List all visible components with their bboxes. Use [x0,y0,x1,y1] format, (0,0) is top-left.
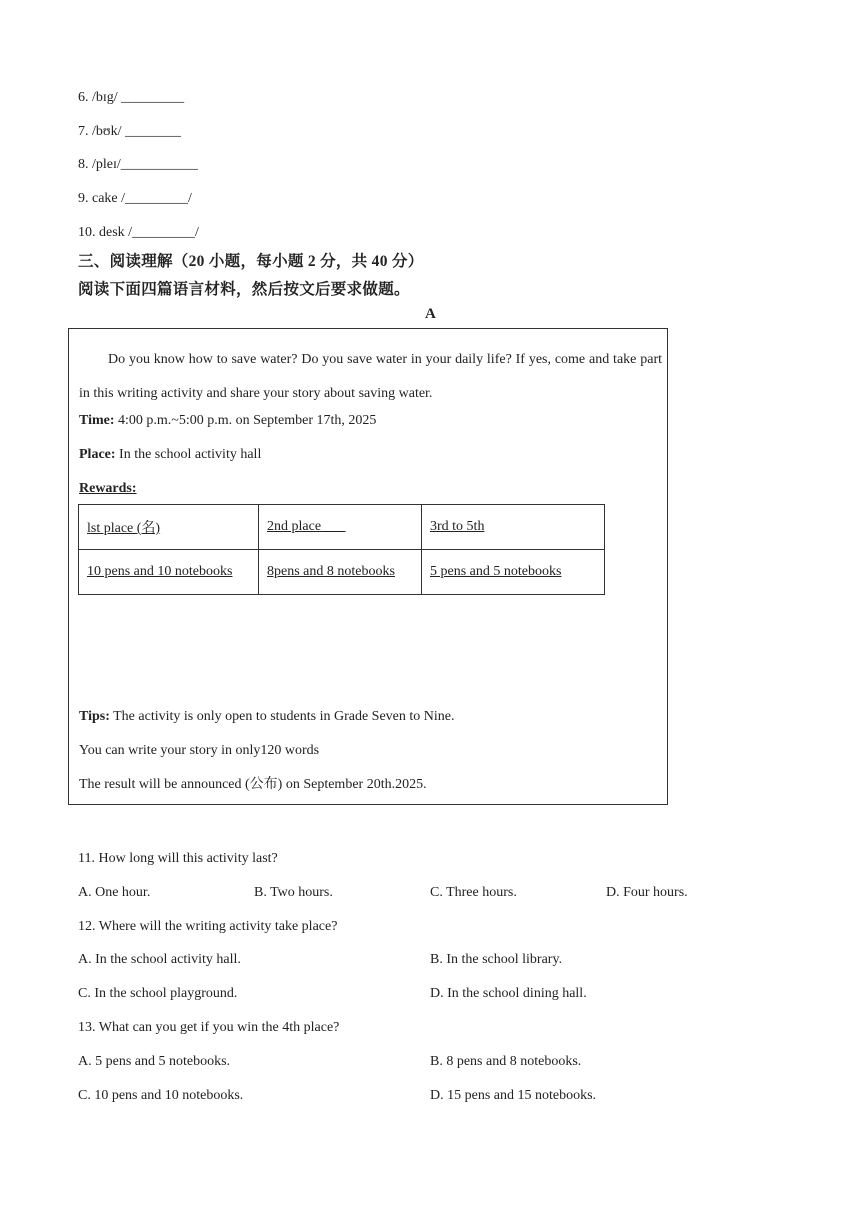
rewards-header-cell: 3rd to 5th [422,505,605,550]
section-instruction: 阅读下面四篇语言材料，然后按文后要求做题。 [78,281,410,298]
time-value: 4:00 p.m.~5:00 p.m. on September 17th, 2025 [114,413,377,428]
time-label: Time: [79,413,115,428]
passage-title: A [425,306,436,322]
phonetic-item-7: 7. /bʊk/ ________ [78,124,181,139]
place-label: Place: [79,447,116,462]
q11-option-b: B. Two hours. [254,885,333,900]
rewards-header-cell: lst place (名) [79,505,259,550]
question-12: 12. Where will the writing activity take place? [78,919,338,934]
tip-result-date: The result will be announced (公布) on September 20th.2025. [79,777,427,792]
rewards-label: Rewards: [79,481,137,496]
tip-word-limit: You can write your story in only120 words [79,743,320,758]
q11-option-d: D. Four hours. [606,885,688,900]
table-row [79,505,605,550]
phonetic-item-8: 8. /pleɪ/___________ [78,157,198,172]
q13-option-d: D. 15 pens and 15 notebooks. [430,1088,597,1103]
question-13: 13. What can you get if you win the 4th place? [78,1020,340,1035]
phonetic-item-9: 9. cake /_________/ [78,191,192,206]
time-line [79,412,376,430]
rewards-table [78,504,605,595]
rewards-value-cell: 8pens and 8 notebooks [259,550,422,595]
place-line [79,446,261,464]
question-11: 11. How long will this activity last? [78,851,278,866]
q13-option-b: B. 8 pens and 8 notebooks. [430,1054,582,1069]
q11-option-a: A. One hour. [78,885,151,900]
q11-option-c: C. Three hours. [430,885,517,900]
q12-option-d: D. In the school dining hall. [430,986,587,1001]
phonetic-item-6: 6. /bɪg/ _________ [78,90,185,105]
q13-option-a: A. 5 pens and 5 notebooks. [78,1054,231,1069]
place-value: In the school activity hall [115,447,262,462]
q12-option-a: A. In the school activity hall. [78,952,241,967]
rewards-value-cell: 10 pens and 10 notebooks [79,550,259,595]
rewards-header-cell: 2nd place [259,505,422,550]
passage-intro: Do you know how to save water? Do you save water in your daily life? If yes, come and take part in this writing activity and share your story about saving water. [79,352,662,401]
passage-box [68,328,668,805]
rewards-value-cell: 5 pens and 5 notebooks [422,550,605,595]
phonetic-item-10: 10. desk /_________/ [78,225,199,240]
q12-option-c: C. In the school playground. [78,986,238,1001]
tips-value: The activity is only open to students in Grade Seven to Nine. [109,709,455,724]
section-heading: 三、阅读理解（20 小题，每小题 2 分，共 40 分） [78,253,424,270]
q12-option-b: B. In the school library. [430,952,563,967]
tips-label: Tips: [79,709,110,724]
table-row [79,550,605,595]
tips-line [79,708,455,726]
q13-option-c: C. 10 pens and 10 notebooks. [78,1088,244,1103]
